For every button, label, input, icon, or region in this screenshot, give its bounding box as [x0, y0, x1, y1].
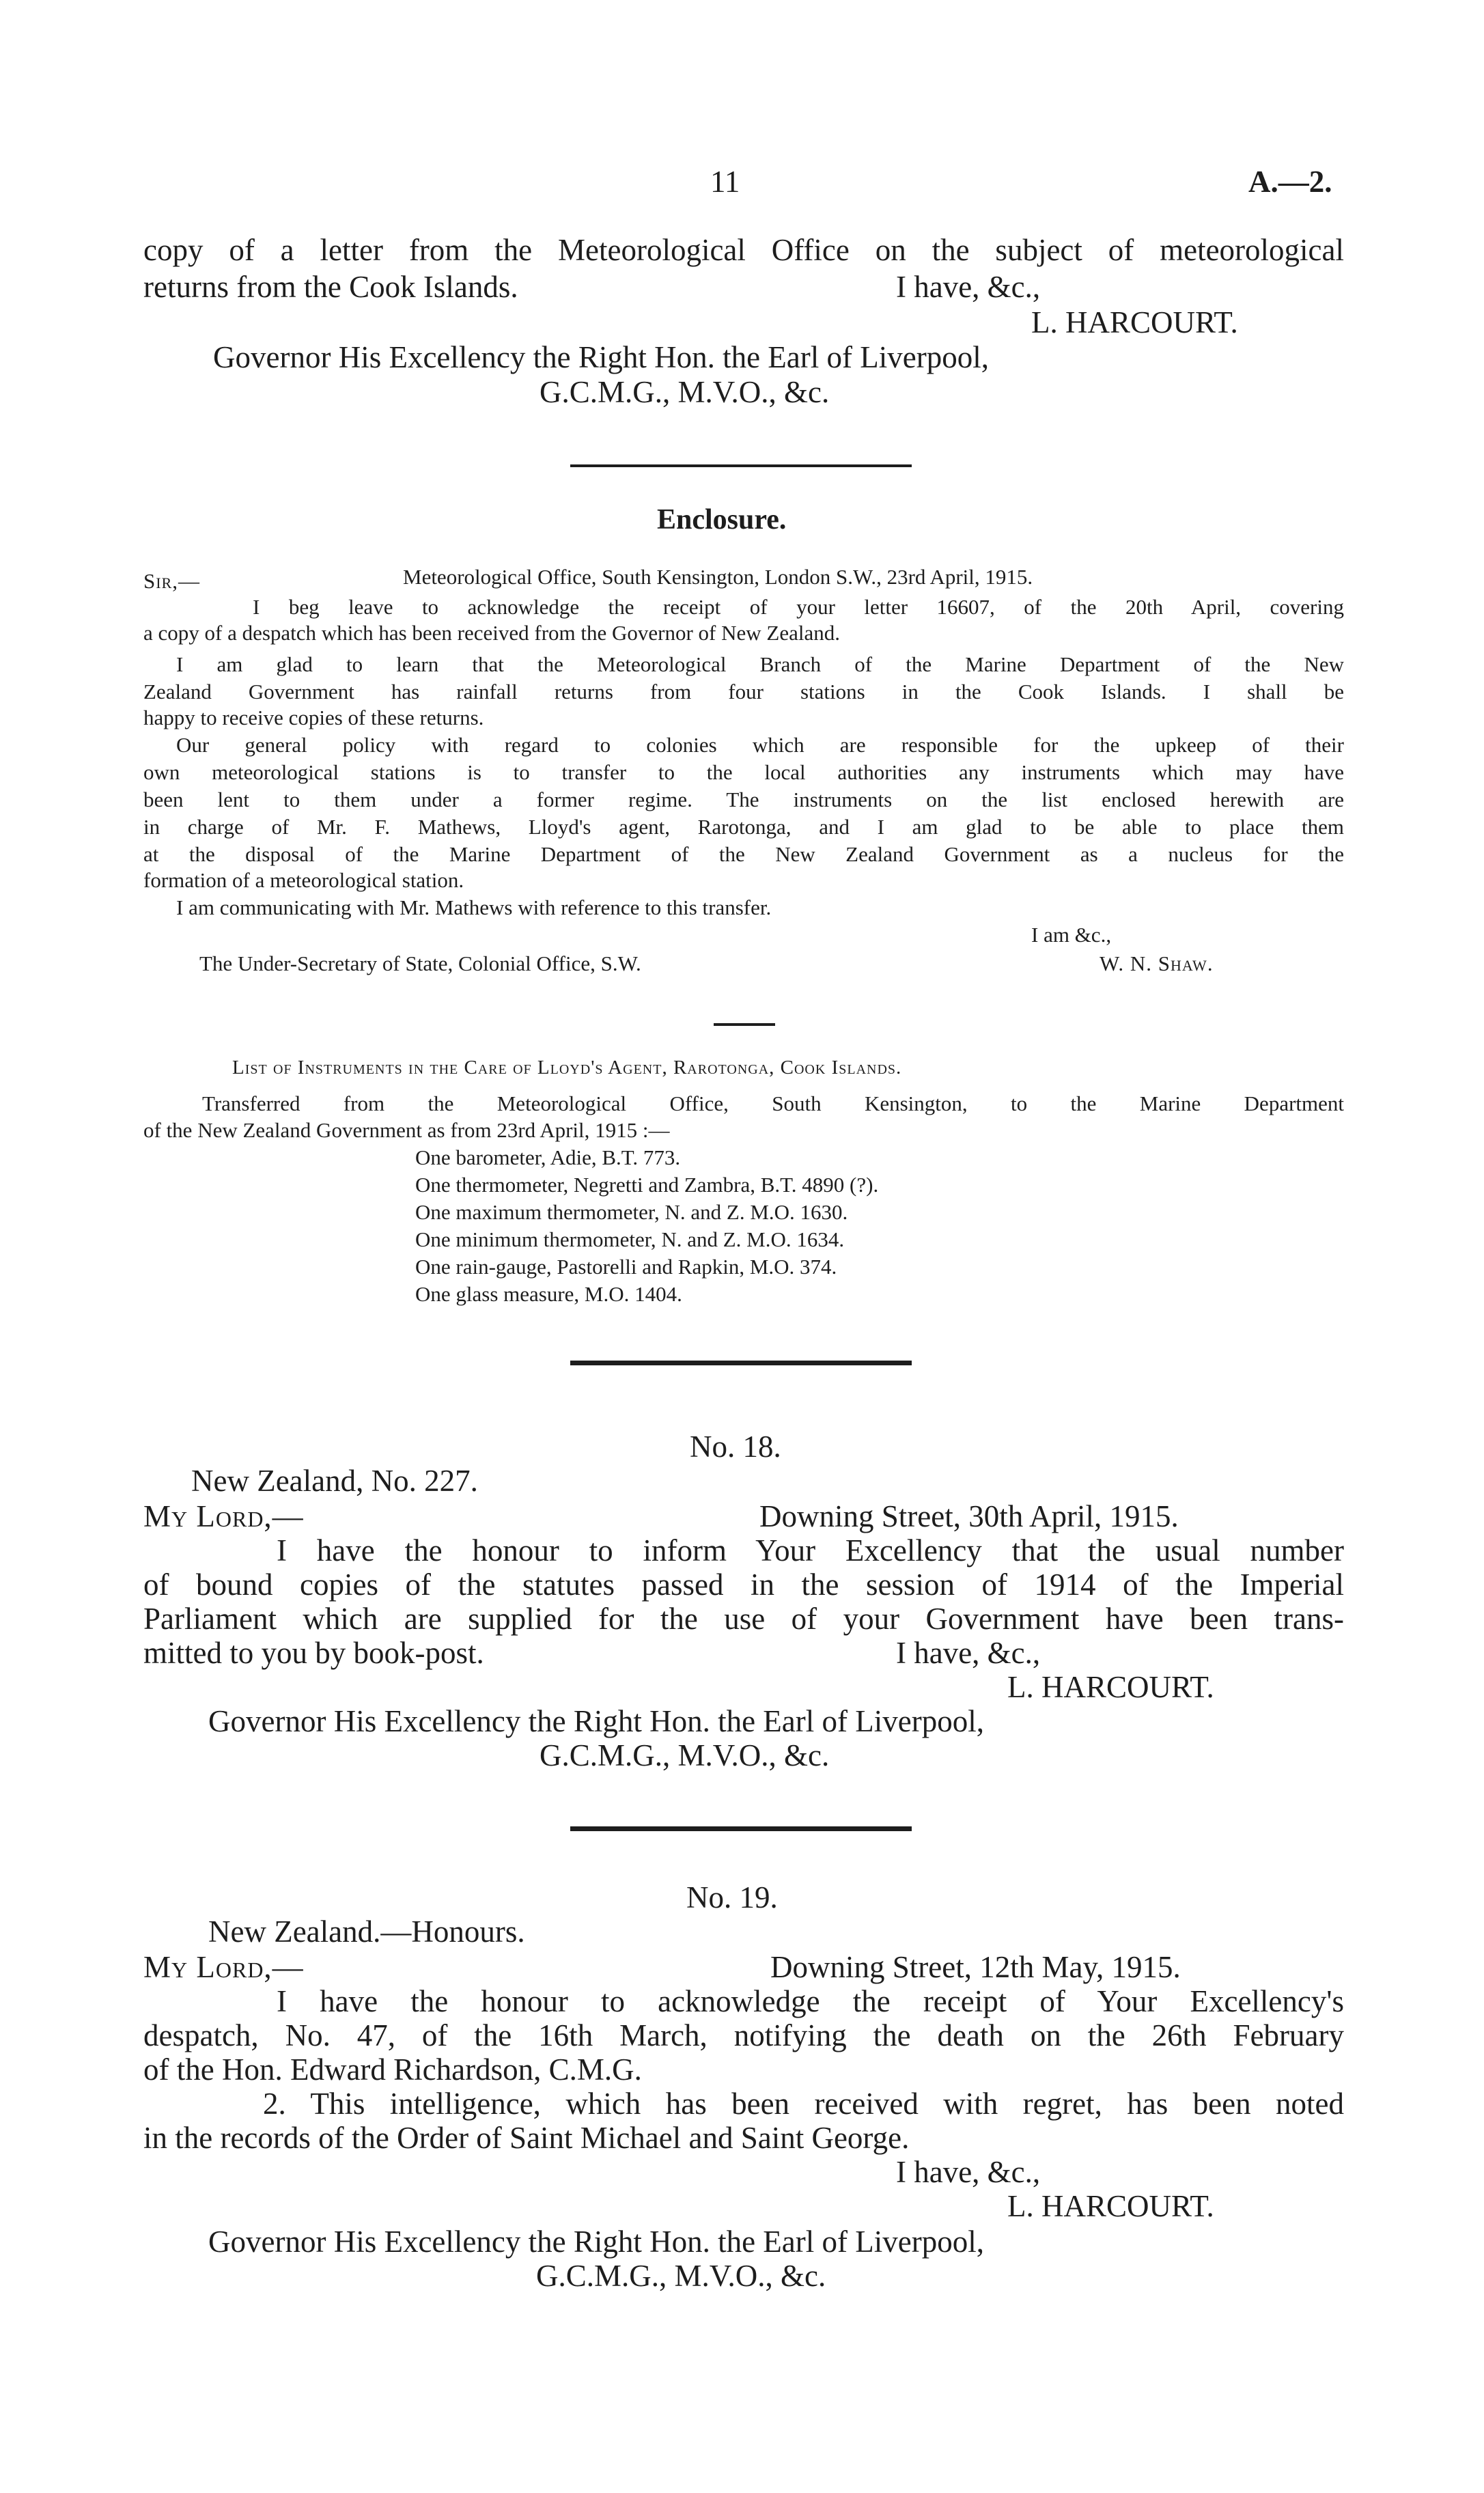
despatch-number: No. 18.	[690, 1430, 781, 1464]
signature: L. HARCOURT.	[1007, 2189, 1214, 2223]
enclosure-line: Zealand Government has rainfall returns from four stations in the Cook Islands. I shall be	[143, 680, 1344, 704]
letter-address: Downing Street, 12th May, 1915.	[770, 1950, 1181, 1984]
list-item: One maximum thermometer, N. and Z. M.O. 1630.	[415, 1200, 848, 1224]
addressee-honours: G.C.M.G., M.V.O., &c.	[536, 2259, 826, 2293]
salutation: My Lord,—	[143, 1950, 304, 1984]
section-divider	[570, 464, 912, 467]
enclosure-line: I am glad to learn that the Meteorological Branch of the Marine Department of the New	[176, 652, 1344, 676]
letter-text-line: 2. This intelligence, which has been received with regret, has been noted	[263, 2087, 1344, 2121]
letter-text-line: returns from the Cook Islands.	[143, 270, 518, 304]
short-divider	[714, 1023, 775, 1026]
letter-closing: I have, &c.,	[896, 270, 1041, 304]
section-divider	[570, 1361, 912, 1365]
addressee: Governor His Excellency the Right Hon. the Earl of Liverpool,	[208, 1704, 984, 1738]
enclosure-line: Our general policy with regard to colonies which are responsible for the upkeep of their	[176, 733, 1344, 757]
letter-text-line: I have the honour to inform Your Excellency that the usual number	[277, 1533, 1344, 1568]
signature: W. N. Shaw.	[1100, 951, 1214, 975]
addressee: Governor His Excellency the Right Hon. the Earl of Liverpool,	[208, 2225, 984, 2259]
enclosure-line: been lent to them under a former regime. The instruments on the list enclosed herewith are	[143, 788, 1344, 811]
enclosure-line: I am communicating with Mr. Mathews with reference to this transfer.	[176, 895, 772, 919]
page-number: 11	[710, 165, 740, 199]
list-intro: Transferred from the Meteorological Office, South Kensington, to the Marine Department	[202, 1091, 1344, 1115]
recipient: The Under-Secretary of State, Colonial Office, S.W.	[199, 951, 641, 975]
enclosure-line: in charge of Mr. F. Mathews, Lloyd's agent, Rarotonga, and I am glad to be able to place them	[143, 815, 1344, 839]
list-item: One minimum thermometer, N. and Z. M.O. 1634.	[415, 1227, 845, 1251]
letter-closing: I have, &c.,	[896, 2155, 1041, 2189]
letter-address: Downing Street, 30th April, 1915.	[759, 1499, 1179, 1533]
letter-text-line: in the records of the Order of Saint Michael and Saint George.	[143, 2121, 910, 2155]
letter-address: Meteorological Office, South Kensington, London S.W., 23rd April, 1915.	[403, 565, 1033, 589]
section-divider	[570, 1826, 912, 1831]
letter-text-line: I have the honour to acknowledge the receipt of Your Excellency's	[277, 1984, 1344, 2018]
letter-text-line: of the Hon. Edward Richardson, C.M.G.	[143, 2052, 642, 2087]
document-reference: A.—2.	[1248, 165, 1332, 199]
letter-text-line: despatch, No. 47, of the 16th March, notifying the death on the 26th February	[143, 2018, 1344, 2052]
enclosure-line: happy to receive copies of these returns.	[143, 706, 484, 729]
enclosure-title: Enclosure.	[657, 504, 787, 535]
salutation: Sir,—	[143, 569, 200, 593]
letter-text-line: copy of a letter from the Meteorological Office on the subject of meteorological	[143, 233, 1344, 267]
letter-closing: I have, &c.,	[896, 1636, 1041, 1670]
despatch-subject: New Zealand.—Honours.	[208, 1914, 525, 1949]
despatch-number: No. 19.	[686, 1880, 778, 1914]
addressee: Governor His Excellency the Right Hon. the Earl of Liverpool,	[213, 340, 989, 374]
enclosure-line: at the disposal of the Marine Department of the New Zealand Government as a nucleus for the	[143, 842, 1344, 866]
enclosure-line: formation of a meteorological station.	[143, 868, 464, 892]
letter-closing: I am &c.,	[1031, 923, 1112, 947]
letter-text-line: Parliament which are supplied for the use of your Government have been trans-	[143, 1602, 1344, 1636]
list-item: One glass measure, M.O. 1404.	[415, 1282, 682, 1306]
list-item: One rain-gauge, Pastorelli and Rapkin, M.O. 374.	[415, 1255, 837, 1279]
enclosure-line: own meteorological stations is to transfer to the local authorities any instruments which may have	[143, 760, 1344, 784]
enclosure-line: a copy of a despatch which has been received from the Governor of New Zealand.	[143, 621, 840, 645]
addressee-honours: G.C.M.G., M.V.O., &c.	[540, 375, 830, 409]
signature: L. HARCOURT.	[1031, 305, 1238, 339]
despatch-subject: New Zealand, No. 227.	[191, 1464, 478, 1498]
addressee-honours: G.C.M.G., M.V.O., &c.	[540, 1738, 830, 1772]
letter-text-line: of bound copies of the statutes passed in the session of 1914 of the Imperial	[143, 1568, 1344, 1602]
list-item: One barometer, Adie, B.T. 773.	[415, 1145, 681, 1169]
list-intro: of the New Zealand Government as from 23rd April, 1915 :—	[143, 1118, 670, 1142]
signature: L. HARCOURT.	[1007, 1670, 1214, 1704]
list-item: One thermometer, Negretti and Zambra, B.T. 4890 (?).	[415, 1173, 879, 1197]
letter-text-line: mitted to you by book-post.	[143, 1636, 484, 1670]
salutation: My Lord,—	[143, 1499, 304, 1533]
enclosure-line: I beg leave to acknowledge the receipt of your letter 16607, of the 20th April, covering	[253, 595, 1344, 619]
list-title: List of Instruments in the Care of Lloyd's Agent, Rarotonga, Cook Islands.	[232, 1057, 902, 1078]
